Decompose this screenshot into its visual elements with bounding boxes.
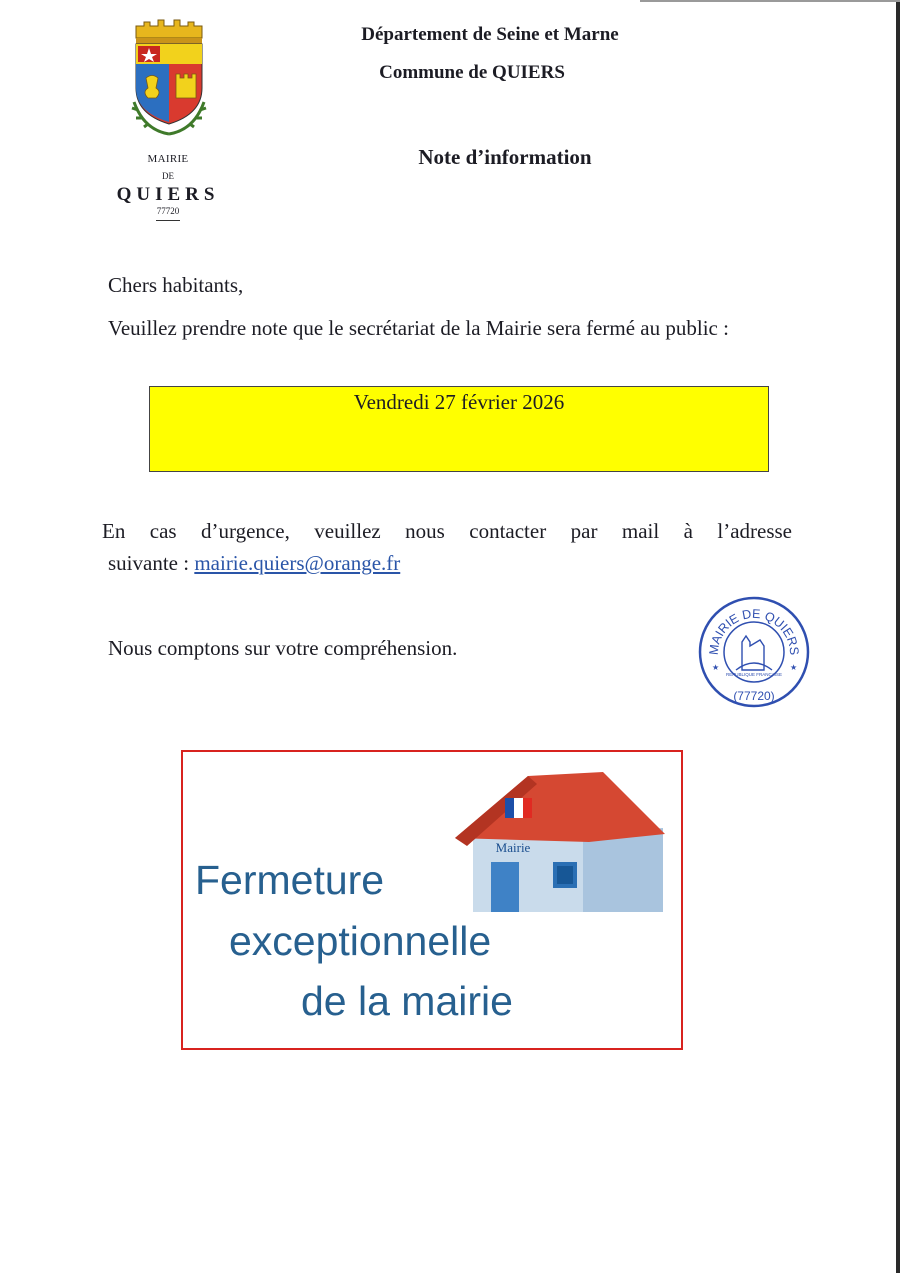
postcode-divider: [156, 220, 180, 221]
commune-heading: Commune de QUIERS: [379, 62, 565, 83]
svg-text:MAIRIE DE QUIERS: [707, 607, 801, 656]
page-title: Note d’information: [418, 145, 592, 169]
banner-line-3: de la mairie: [301, 978, 513, 1024]
stamp-middle-text: REPUBLIQUE FRANCAISE: [725, 672, 783, 677]
urgent-prefix: suivante :: [108, 551, 195, 575]
greeting: Chers habitants,: [108, 273, 244, 297]
stamp-star-right: ★: [790, 663, 798, 672]
banner-line-1: Fermeture: [195, 857, 385, 903]
email-link[interactable]: mairie.quiers@orange.fr: [194, 551, 401, 575]
town-name: QUIERS: [116, 184, 220, 205]
urgent-contact-address: [108, 548, 400, 579]
coat-of-arms-icon: [124, 18, 214, 140]
scan-edge-top: [640, 0, 900, 2]
mairie-label: MAIRIE: [147, 153, 189, 165]
closure-date-box: [149, 386, 769, 472]
urgent-contact-line: En cas d’urgence, veuillez nous contacter par mail à l’adresse: [102, 519, 792, 543]
closing-line: Nous comptons sur votre compréhension.: [108, 636, 458, 660]
department-heading: Département de Seine et Marne: [361, 24, 619, 45]
postcode-label: 77720: [156, 206, 180, 216]
closure-banner: [181, 750, 683, 1050]
closure-notice: Veuillez prendre note que le secrétariat de la Mairie sera fermé au public :: [108, 316, 729, 340]
house-sign: Mairie: [495, 840, 531, 855]
mairie-stamp-icon: [698, 596, 810, 708]
banner-line-2: exceptionnelle: [229, 918, 492, 964]
de-label: DE: [162, 171, 174, 181]
scan-edge-right: [896, 0, 900, 1273]
stamp-top-text: MAIRIE DE QUIERS: [706, 606, 802, 656]
stamp-bottom-text: (77720): [733, 689, 775, 703]
closure-date: Vendredi 27 février 2026: [353, 390, 565, 414]
french-flag-icon: [505, 798, 532, 818]
stamp-star-left: ★: [712, 663, 720, 672]
town-hall-house-icon: [453, 762, 673, 917]
